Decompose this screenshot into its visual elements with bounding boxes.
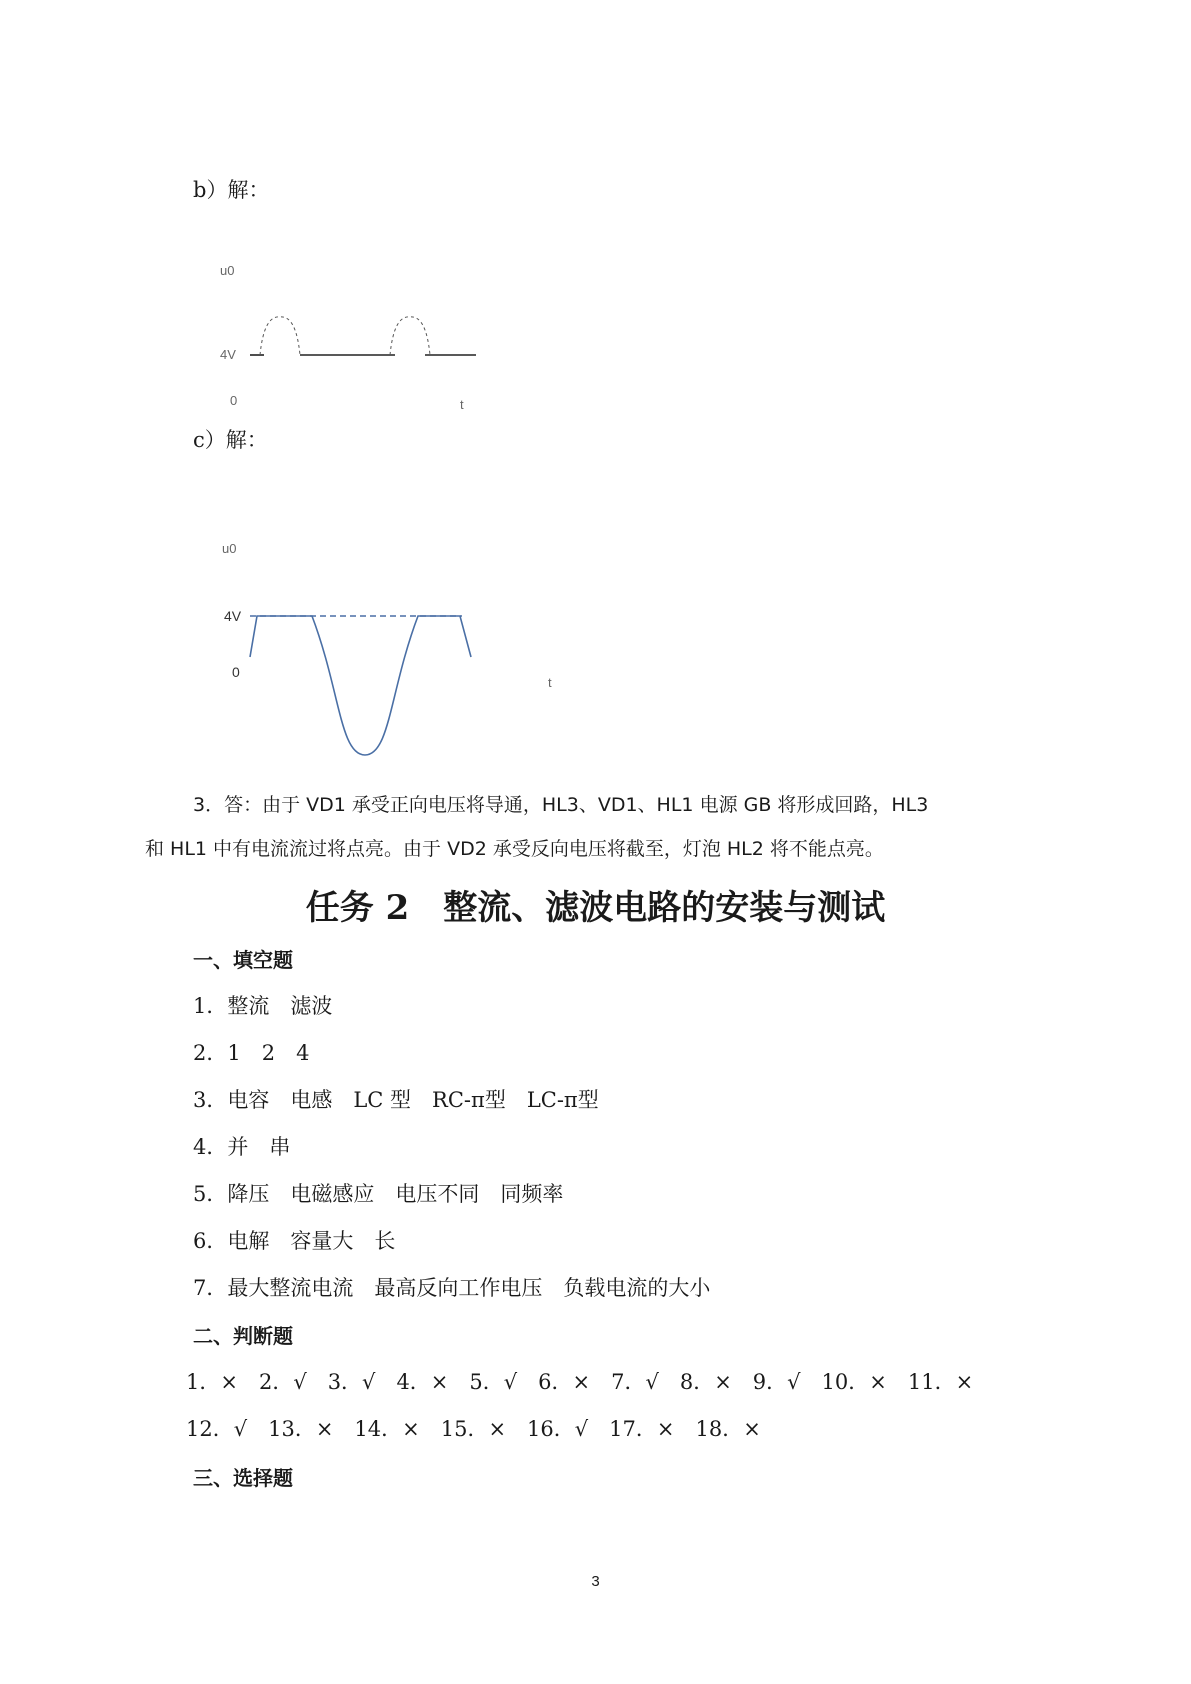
part-c-label: c）解： <box>193 428 268 452</box>
waveform-b-pulse-2 <box>390 317 430 355</box>
waveform-b-xlabel: t <box>460 397 464 412</box>
judge-answers-line-2: 12．√ 13．× 14．× 15．× 16．√ 17．× 18．× <box>186 1417 761 1441</box>
waveform-c-clipped-wave <box>250 616 471 755</box>
waveform-b <box>200 255 500 415</box>
waveform-b-origin: 0 <box>230 393 238 408</box>
waveform-c-origin: 0 <box>232 664 240 680</box>
page-number: 3 <box>591 1573 600 1590</box>
fill-item-1: 1．整流 滤波 <box>193 994 333 1018</box>
fill-item-7: 7．最大整流电流 最高反向工作电压 负载电流的大小 <box>193 1276 711 1300</box>
section-1-heading: 一、填空题 <box>193 948 293 972</box>
waveform-c-ylabel: u0 <box>222 541 237 556</box>
waveform-c-xlabel: t <box>548 675 552 690</box>
fill-item-3: 3．电容 电感 LC 型 RC-π型 LC-π型 <box>193 1088 599 1112</box>
judge-answers-line-1: 1．× 2．√ 3．√ 4．× 5．√ 6．× 7．√ 8．× 9．√ 10．× 11．× <box>186 1370 974 1394</box>
part-b-label: b）解： <box>193 178 270 202</box>
waveform-b-level-label: 4V <box>220 347 236 362</box>
task-title: 任务 2 整流、滤波电路的安装与测试 <box>305 888 886 928</box>
fill-item-6: 6．电解 容量大 长 <box>193 1229 396 1253</box>
waveform-c <box>200 525 580 760</box>
section-3-heading: 三、选择题 <box>193 1466 293 1490</box>
fill-item-2: 2．1 2 4 <box>193 1041 310 1065</box>
section-2-heading: 二、判断题 <box>193 1324 293 1348</box>
fill-item-4: 4．并 串 <box>193 1135 291 1159</box>
waveform-b-ylabel: u0 <box>220 263 235 278</box>
answer-3-line-2: 和 HL1 中有电流流过将点亮。由于 VD2 承受反向电压将截至，灯泡 HL2 将不能点亮。 <box>145 838 884 860</box>
waveform-c-level-label: 4V <box>224 608 242 624</box>
fill-item-5: 5．降压 电磁感应 电压不同 同频率 <box>193 1182 564 1206</box>
waveform-b-pulse-1 <box>260 317 300 355</box>
answer-3-line-1: 3．答：由于 VD1 承受正向电压将导通，HL3、VD1、HL1 电源 GB 将形成回路，HL3 <box>193 794 929 816</box>
